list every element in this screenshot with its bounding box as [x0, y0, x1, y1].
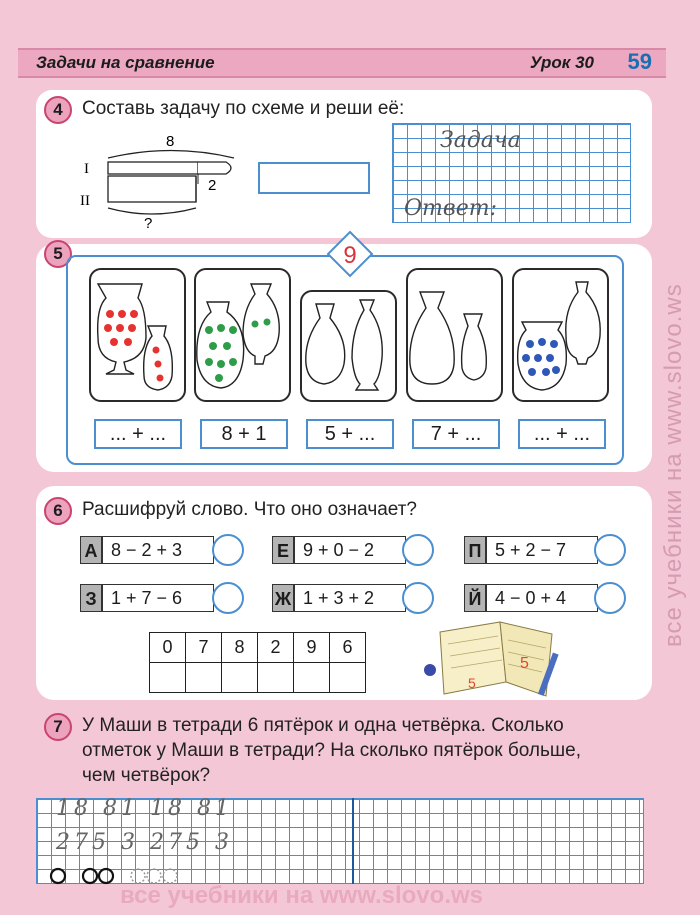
cipher-answer-a[interactable] [212, 534, 244, 566]
task5-expr-3[interactable]: 5 + ... [306, 419, 394, 449]
task5-total-number: 9 [343, 242, 357, 269]
task4-scheme [76, 128, 246, 238]
cipher-answer-p[interactable] [594, 534, 626, 566]
task7-line1: У Маши в тетради 6 пятёрок и одна четвёрка. Сколько [82, 715, 564, 736]
task5-expr-2[interactable]: 8 + 1 [200, 419, 288, 449]
cipher-cell: 0 [150, 633, 186, 663]
cipher-cell: 7 [186, 633, 222, 663]
cipher-letter-z: З [80, 584, 102, 612]
cipher-expr-y: 4 − 0 + 4 [486, 584, 598, 612]
cipher-letter-a: А [80, 536, 102, 564]
scheme-question: ? [144, 215, 153, 232]
task4-number: 4 [44, 96, 72, 124]
cipher-blank[interactable] [222, 663, 258, 693]
section-title: Задачи на сравнение [36, 53, 215, 72]
vase-card1-art [98, 284, 173, 390]
cipher-blank[interactable] [330, 663, 366, 693]
vase-card4-art [410, 292, 487, 384]
scheme-diff-label: 2 [208, 177, 217, 194]
cipher-answer-y[interactable] [594, 582, 626, 614]
scheme-top-label: 8 [166, 133, 175, 150]
cipher-letter-zh: Ж [272, 584, 294, 612]
cipher-number-row [150, 633, 366, 663]
task6-text: Расшифруй слово. Что оно означает? [82, 499, 417, 520]
cipher-expr-z: 1 + 7 − 6 [102, 584, 214, 612]
task5-expr-5[interactable]: ... + ... [518, 419, 606, 449]
task7-writing-row1: 18 81 18 81 [56, 796, 233, 821]
vase-card2-art [197, 284, 279, 388]
scheme-row2: II [80, 193, 90, 209]
task7-grid-divider [352, 798, 354, 884]
task4-answer-box[interactable] [258, 162, 370, 194]
cipher-expr-e: 9 + 0 − 2 [294, 536, 406, 564]
svg-text:5: 5 [520, 655, 529, 672]
bottom-watermark: все учебники на www.slovo.ws [120, 882, 483, 909]
scheme-row1: I [84, 161, 89, 177]
cipher-cell: 6 [330, 633, 366, 663]
page-header [18, 48, 666, 78]
cipher-cell: 9 [294, 633, 330, 663]
vase-card5-art [518, 282, 601, 390]
cipher-expr-zh: 1 + 3 + 2 [294, 584, 406, 612]
side-watermark: все учебники на www.slovo.ws [660, 283, 687, 647]
lesson-title: Урок 30 [529, 53, 594, 72]
gradebook-illustration [420, 612, 570, 702]
svg-text:5: 5 [468, 675, 476, 691]
task5-number: 5 [44, 240, 72, 268]
cipher-blank[interactable] [258, 663, 294, 693]
task5-expr-4[interactable]: 7 + ... [412, 419, 500, 449]
cipher-answer-table [149, 632, 366, 693]
cipher-letter-row[interactable] [150, 663, 366, 693]
cipher-blank[interactable] [294, 663, 330, 693]
task7-number: 7 [44, 713, 72, 741]
task4-task-label: Задача [440, 128, 521, 153]
page-number: 59 [627, 49, 652, 74]
task7-writing-row2: 275 3 275 3 [56, 830, 233, 855]
task4-answer-label: Ответ: [404, 196, 497, 221]
vase-card3-art [306, 300, 382, 390]
task6-number: 6 [44, 497, 72, 525]
cipher-letter-p: П [464, 536, 486, 564]
cipher-blank[interactable] [186, 663, 222, 693]
cipher-blank[interactable] [150, 663, 186, 693]
cipher-expr-a: 8 − 2 + 3 [102, 536, 214, 564]
task5-expr-1[interactable]: ... + ... [94, 419, 182, 449]
cipher-letter-y: Й [464, 584, 486, 612]
cipher-answer-z[interactable] [212, 582, 244, 614]
cipher-answer-e[interactable] [402, 534, 434, 566]
cipher-letter-e: Е [272, 536, 294, 564]
task4-text: Составь задачу по схеме и реши её: [82, 98, 405, 119]
task7-line2: отметок у Маши в тетради? На сколько пятёрок больше, [82, 740, 581, 761]
vases-illustration [86, 268, 616, 404]
cipher-cell: 8 [222, 633, 258, 663]
cipher-expr-p: 5 + 2 − 7 [486, 536, 598, 564]
cipher-answer-zh[interactable] [402, 582, 434, 614]
cipher-cell: 2 [258, 633, 294, 663]
task7-line3: чем четвёрок? [82, 765, 211, 786]
